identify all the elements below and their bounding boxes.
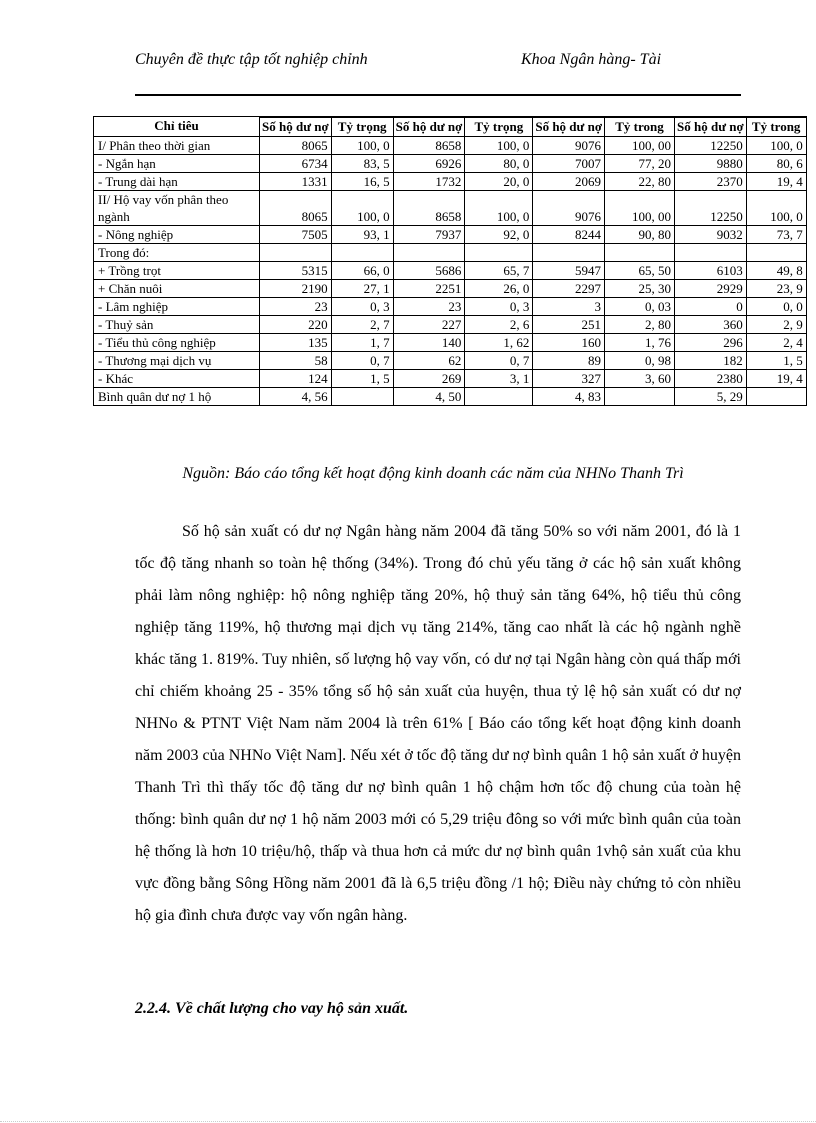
cell-households: 2297 xyxy=(533,280,605,298)
row-label: + Trồng trọt xyxy=(94,262,260,280)
cell-share: 20, 0 xyxy=(465,173,533,191)
cell-share: 90, 80 xyxy=(605,226,675,244)
cell-households: 9076 xyxy=(533,137,605,155)
cell-share: 65, 7 xyxy=(465,262,533,280)
cell-share xyxy=(746,244,806,262)
table-row xyxy=(94,173,807,191)
cell-share: 49, 8 xyxy=(746,262,806,280)
cell-share: 1, 5 xyxy=(331,370,393,388)
cell-households xyxy=(533,244,605,262)
cell-share: 100, 0 xyxy=(746,191,806,226)
row-label: + Chăn nuôi xyxy=(94,280,260,298)
cell-households: 7007 xyxy=(533,155,605,173)
cell-share: 16, 5 xyxy=(331,173,393,191)
cell-households: 58 xyxy=(260,352,332,370)
cell-households xyxy=(260,244,332,262)
cell-share xyxy=(331,244,393,262)
cell-households xyxy=(393,244,465,262)
cell-households: 251 xyxy=(533,316,605,334)
cell-households: 8658 xyxy=(393,137,465,155)
cell-share: 73, 7 xyxy=(746,226,806,244)
cell-households: 296 xyxy=(675,334,747,352)
row-label: - Khác xyxy=(94,370,260,388)
cell-share: 27, 1 xyxy=(331,280,393,298)
row-label: - Thuỷ sản xyxy=(94,316,260,334)
col-header-share: Tỷ trọng xyxy=(465,118,533,137)
cell-share: 19, 4 xyxy=(746,370,806,388)
col-header-share: Tỷ trọng xyxy=(331,118,393,137)
cell-households: 9880 xyxy=(675,155,747,173)
table-row xyxy=(94,137,807,155)
table-corner-header: Chỉ tiêu xyxy=(94,117,260,137)
cell-households: 2380 xyxy=(675,370,747,388)
cell-households: 360 xyxy=(675,316,747,334)
table-row xyxy=(94,244,807,262)
col-header-households: Số hộ dư nợ xyxy=(533,118,605,137)
cell-share: 66, 0 xyxy=(331,262,393,280)
cell-households: 5947 xyxy=(533,262,605,280)
col-header-households: Số hộ dư nợ xyxy=(260,118,332,137)
table-row xyxy=(94,334,807,352)
table-row xyxy=(94,226,807,244)
cell-share: 2, 80 xyxy=(605,316,675,334)
header-left-title: Chuyên đề thực tập tốt nghiệp chỉnh xyxy=(135,51,368,68)
page-bottom-rule xyxy=(0,1121,816,1122)
cell-households: 4, 83 xyxy=(533,388,605,406)
cell-households: 8244 xyxy=(533,226,605,244)
cell-share: 0, 3 xyxy=(331,298,393,316)
cell-households: 160 xyxy=(533,334,605,352)
table-row xyxy=(94,191,807,226)
cell-households: 89 xyxy=(533,352,605,370)
cell-households: 8065 xyxy=(260,137,332,155)
cell-share: 0, 3 xyxy=(465,298,533,316)
row-label: Trong đó: xyxy=(94,244,260,262)
cell-share: 1, 5 xyxy=(746,352,806,370)
cell-share: 0, 98 xyxy=(605,352,675,370)
cell-households: 227 xyxy=(393,316,465,334)
cell-share: 100, 0 xyxy=(331,137,393,155)
cell-households: 5686 xyxy=(393,262,465,280)
body-paragraph: Số hộ sản xuất có dư nợ Ngân hàng năm 2004 đã tăng 50% so với năm 2001, đó là 1 tốc độ tăng nhanh so toàn hệ thống (34%). Trong đó chủ yếu tăng ở các hộ sản xuất không phải làm nông nghiệp: hộ nông nghiệp tăng 20%, hộ thuỷ sản tăng 64%, hộ tiểu thủ công nghiệp tăng 119%, hộ thương mại dịch vụ tăng 214%, tăng cao nhất là các hộ ngành nghề khác tăng 1. 819%. Tuy nhiên, số lượng hộ vay vốn, có dư nợ tại Ngân hàng còn quá thấp mới chỉ chiếm khoảng 25 - 35% tổng số hộ sản xuất của huyện, thua tỷ lệ hộ sản xuất có dư nợ NHNo & PTNT Việt Nam năm 2004 là trên 61% [ Báo cáo tổng kết hoạt động kinh doanh năm 2003 của NHNo Việt Nam]. Nếu xét ở tốc độ tăng dư nợ bình quân 1 hộ sản xuất ở huyện Thanh Trì thì thấy tốc độ tăng dư nợ bình quân 1 hộ chậm hơn tốc độ chung của toàn hệ thống: bình quân dư nợ 1 hộ năm 2003 mới có 5,29 triệu đông so với mức bình quân của toàn hệ thống là hơn 10 triệu/hộ, thấp và thua hơn cả mức dư nợ bình quân 1vhộ sản xuất của khu vực đồng bằng Sông Hồng năm 2001 đã là 6,5 triệu đồng /1 hộ; Điều này chứng tỏ còn nhiều hộ gia đình chưa được vay vốn ngân hàng. xyxy=(135,523,742,924)
cell-households: 9032 xyxy=(675,226,747,244)
cell-households xyxy=(675,244,747,262)
cell-households: 2251 xyxy=(393,280,465,298)
cell-share xyxy=(331,388,393,406)
cell-share: 100, 00 xyxy=(605,191,675,226)
cell-households: 1732 xyxy=(393,173,465,191)
cell-share: 100, 0 xyxy=(465,137,533,155)
cell-share xyxy=(746,388,806,406)
cell-share: 23, 9 xyxy=(746,280,806,298)
cell-share: 77, 20 xyxy=(605,155,675,173)
cell-households: 9076 xyxy=(533,191,605,226)
cell-share: 2, 6 xyxy=(465,316,533,334)
cell-share: 80, 0 xyxy=(465,155,533,173)
cell-share: 2, 7 xyxy=(331,316,393,334)
cell-share: 22, 80 xyxy=(605,173,675,191)
cell-share: 2, 4 xyxy=(746,334,806,352)
cell-households: 8065 xyxy=(260,191,332,226)
cell-share: 93, 1 xyxy=(331,226,393,244)
cell-households: 4, 56 xyxy=(260,388,332,406)
cell-share: 26, 0 xyxy=(465,280,533,298)
cell-households: 62 xyxy=(393,352,465,370)
col-header-households: Số hộ dư nợ xyxy=(393,118,465,137)
cell-households: 135 xyxy=(260,334,332,352)
cell-share: 1, 62 xyxy=(465,334,533,352)
cell-share xyxy=(465,244,533,262)
row-label: - Ngắn hạn xyxy=(94,155,260,173)
table-row xyxy=(94,280,807,298)
cell-share: 3, 60 xyxy=(605,370,675,388)
table-row xyxy=(94,316,807,334)
cell-share: 83, 5 xyxy=(331,155,393,173)
cell-households: 2190 xyxy=(260,280,332,298)
cell-households: 2069 xyxy=(533,173,605,191)
cell-households: 7937 xyxy=(393,226,465,244)
cell-share: 19, 4 xyxy=(746,173,806,191)
table-source-note: Nguồn: Báo cáo tổng kết hoạt động kinh doanh các năm của NHNo Thanh Trì xyxy=(182,465,684,482)
header-right-title: Khoa Ngân hàng- Tài xyxy=(521,51,662,68)
cell-households: 5315 xyxy=(260,262,332,280)
cell-households: 6926 xyxy=(393,155,465,173)
cell-households: 3 xyxy=(533,298,605,316)
cell-share xyxy=(465,388,533,406)
cell-households: 124 xyxy=(260,370,332,388)
cell-share xyxy=(605,388,675,406)
cell-share: 100, 0 xyxy=(465,191,533,226)
section-heading: 2.2.4. Về chất lượng cho vay hộ sản xuất. xyxy=(135,1000,409,1017)
cell-households: 7505 xyxy=(260,226,332,244)
cell-share: 100, 0 xyxy=(331,191,393,226)
cell-share: 0, 7 xyxy=(465,352,533,370)
cell-households: 12250 xyxy=(675,191,747,226)
cell-share: 25, 30 xyxy=(605,280,675,298)
col-header-households: Số hộ dư nợ xyxy=(675,118,747,137)
cell-households: 0 xyxy=(675,298,747,316)
col-header-share: Tỷ trong xyxy=(605,118,675,137)
body-text xyxy=(135,516,741,932)
table-row xyxy=(94,388,807,406)
cell-households: 2370 xyxy=(675,173,747,191)
cell-share: 65, 50 xyxy=(605,262,675,280)
cell-households: 6103 xyxy=(675,262,747,280)
cell-share: 0, 0 xyxy=(746,298,806,316)
cell-households: 327 xyxy=(533,370,605,388)
cell-share: 80, 6 xyxy=(746,155,806,173)
row-label: - Lâm nghiệp xyxy=(94,298,260,316)
cell-share: 2, 9 xyxy=(746,316,806,334)
row-label: Bình quân dư nợ 1 hộ xyxy=(94,388,260,406)
cell-share: 1, 7 xyxy=(331,334,393,352)
cell-share: 0, 03 xyxy=(605,298,675,316)
cell-households: 12250 xyxy=(675,137,747,155)
row-label: - Trung dài hạn xyxy=(94,173,260,191)
row-label: - Nông nghiệp xyxy=(94,226,260,244)
cell-share: 3, 1 xyxy=(465,370,533,388)
cell-households: 2929 xyxy=(675,280,747,298)
cell-households: 1331 xyxy=(260,173,332,191)
cell-households: 269 xyxy=(393,370,465,388)
cell-share: 100, 0 xyxy=(746,137,806,155)
cell-share: 0, 7 xyxy=(331,352,393,370)
table-row xyxy=(94,155,807,173)
row-label: - Tiểu thủ công nghiệp xyxy=(94,334,260,352)
cell-households: 4, 50 xyxy=(393,388,465,406)
table-row xyxy=(94,298,807,316)
cell-share xyxy=(605,244,675,262)
cell-households: 23 xyxy=(260,298,332,316)
cell-households: 5, 29 xyxy=(675,388,747,406)
col-header-share: Tỷ trong xyxy=(746,118,806,137)
cell-share: 92, 0 xyxy=(465,226,533,244)
cell-households: 140 xyxy=(393,334,465,352)
table-row xyxy=(94,352,807,370)
page-header xyxy=(135,50,741,96)
row-label: - Thương mại dịch vụ xyxy=(94,352,260,370)
row-label: II/ Hộ vay vốn phân theo ngành xyxy=(94,191,260,226)
cell-households: 6734 xyxy=(260,155,332,173)
cell-households: 220 xyxy=(260,316,332,334)
table-row xyxy=(94,370,807,388)
cell-households: 8658 xyxy=(393,191,465,226)
cell-share: 1, 76 xyxy=(605,334,675,352)
row-label: I/ Phân theo thời gian xyxy=(94,137,260,155)
table-row xyxy=(94,262,807,280)
cell-households: 182 xyxy=(675,352,747,370)
cell-households: 23 xyxy=(393,298,465,316)
cell-share: 100, 00 xyxy=(605,137,675,155)
loan-households-table xyxy=(93,116,807,406)
